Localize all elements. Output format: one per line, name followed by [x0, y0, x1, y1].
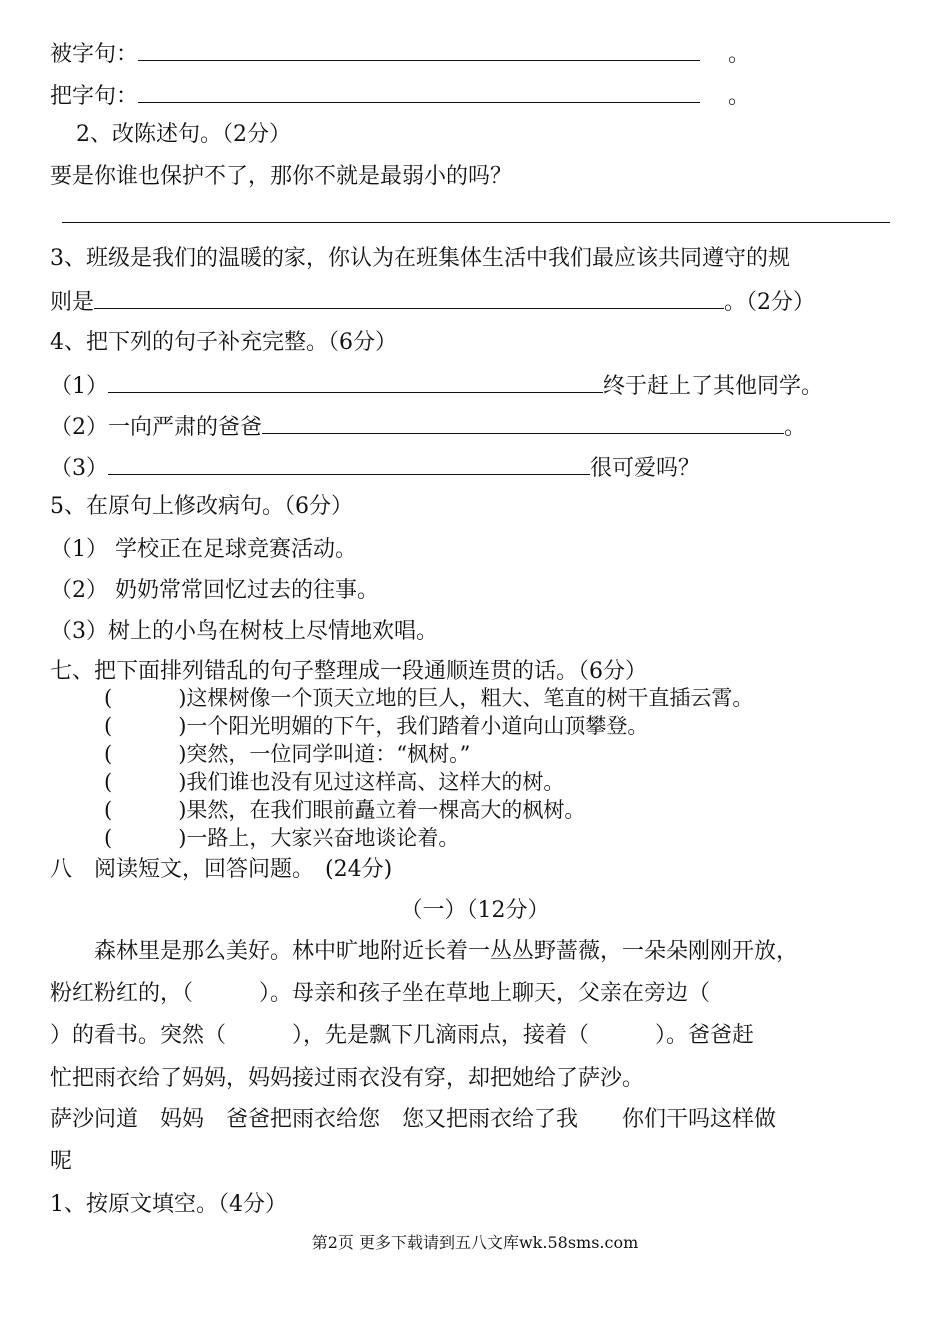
q4-item-1-num: （1） — [50, 374, 108, 399]
q7-paren-open: ( — [104, 826, 113, 850]
q4-item-1 — [50, 370, 823, 402]
q8-question-1: 1、按原文填空。（4分） — [50, 1192, 287, 1217]
q7-paren-close: ) — [178, 714, 187, 738]
q5-item-2[interactable]: （2） 奶奶常常回忆过去的往事。 — [50, 578, 379, 603]
q4-item-1-blank[interactable] — [108, 370, 603, 393]
q8-paragraph-line: 忙把雨衣给了妈妈，妈妈接过雨衣没有穿，却把她给了萨沙。 — [50, 1066, 645, 1091]
ba-label: 把字句： — [50, 84, 139, 109]
q5-title: 5、在原句上修改病句。（6分） — [50, 494, 353, 519]
q2-answer-blank[interactable] — [62, 222, 890, 223]
q4-item-2 — [50, 411, 806, 443]
page-footer: 第2页 更多下载请到五八文库wk.58sms.com — [311, 1233, 639, 1252]
q7-paren-open: ( — [104, 770, 113, 794]
bei-answer-blank[interactable] — [138, 38, 700, 61]
q7-item — [104, 825, 459, 852]
q8-subtitle: （一）（12分） — [400, 898, 550, 923]
q7-paren-close: ) — [178, 826, 187, 850]
q7-paren-close: ) — [178, 798, 187, 822]
q3-line2 — [50, 286, 815, 318]
q7-item — [104, 797, 585, 824]
ba-answer-blank[interactable] — [138, 80, 700, 103]
q2-sentence: 要是你谁也保护不了，那你不就是最弱小的吗？ — [50, 164, 513, 189]
q8-paragraph-line: ）的看书。突然（ ），先是飘下几滴雨点，接着（ ）。爸爸赶 — [50, 1023, 755, 1048]
q7-item-text: 突然，一位同学叫道：“枫树。” — [186, 742, 471, 766]
q2-title: 2、改陈述句。（2分） — [76, 122, 291, 147]
q7-item — [104, 769, 564, 796]
q7-paren-open: ( — [104, 686, 113, 710]
q7-item-text: 这棵树像一个顶天立地的巨人，粗大、笔直的树干直插云霄。 — [186, 686, 754, 710]
q8-paragraph-line: 粉红粉红的，（ ）。母亲和孩子坐在草地上聊天，父亲在旁边（ — [50, 981, 711, 1006]
q7-paren-close: ) — [178, 742, 187, 766]
q7-paren-open: ( — [104, 742, 113, 766]
bei-sentence-line — [50, 38, 750, 70]
ba-sentence-line — [50, 80, 750, 112]
q3-line1: 3、班级是我们的温暖的家，你认为在班集体生活中我们最应该共同遵守的规 — [50, 246, 790, 271]
ba-period: 。 — [728, 84, 751, 109]
q7-paren-open: ( — [104, 798, 113, 822]
q4-title: 4、把下列的句子补充完整。（6分） — [50, 330, 397, 355]
q8-paragraph-line: 呢 — [50, 1149, 73, 1174]
q7-item — [104, 685, 753, 712]
q7-paren-open: ( — [104, 714, 113, 738]
q7-item-text: 一个阳光明媚的下午，我们踏着小道向山顶攀登。 — [186, 714, 649, 738]
q8-paragraph-line: 萨沙问道 妈妈 爸爸把雨衣给您 您又把雨衣给了我 你们干吗这样做 — [50, 1107, 777, 1132]
q4-item-2-after: 。 — [784, 415, 807, 440]
q8-title: 八 阅读短文，回答问题。 (24分) — [50, 857, 393, 882]
q7-title: 七、把下面排列错乱的句子整理成一段通顺连贯的话。（6分） — [50, 659, 647, 684]
q4-item-3-num: （3） — [50, 456, 108, 481]
q7-item-text: 一路上，大家兴奋地谈论着。 — [186, 826, 460, 850]
q7-item-text: 我们谁也没有见过这样高、这样大的树。 — [186, 770, 565, 794]
q4-item-3 — [50, 452, 700, 484]
q4-item-3-after: 很可爱吗？ — [590, 456, 701, 481]
q7-paren-close: ) — [178, 686, 187, 710]
q4-item-2-num: （2）一向严肃的爸爸 — [50, 415, 262, 440]
q5-item-1[interactable]: （1） 学校正在足球竞赛活动。 — [50, 537, 357, 562]
q4-item-3-blank[interactable] — [108, 452, 590, 475]
q3-line2-end: 。（2分） — [724, 290, 816, 315]
q5-item-3[interactable]: （3）树上的小鸟在树枝上尽情地欢唱。 — [50, 619, 438, 644]
q7-item — [104, 713, 648, 740]
bei-period: 。 — [728, 42, 751, 67]
q7-paren-close: ) — [178, 770, 187, 794]
bei-label: 被字句： — [50, 42, 139, 67]
q4-item-1-after: 终于赶上了其他同学。 — [603, 374, 824, 399]
q8-paragraph-line: 森林里是那么美好。林中旷地附近长着一丛丛野蔷薇，一朵朵刚刚开放， — [50, 939, 799, 964]
q7-item-text: 果然，在我们眼前矗立着一棵高大的枫树。 — [186, 798, 586, 822]
q4-item-2-blank[interactable] — [262, 411, 784, 434]
q7-item — [104, 741, 470, 768]
q3-line2-start: 则是 — [50, 290, 95, 315]
q3-answer-blank[interactable] — [94, 286, 724, 309]
